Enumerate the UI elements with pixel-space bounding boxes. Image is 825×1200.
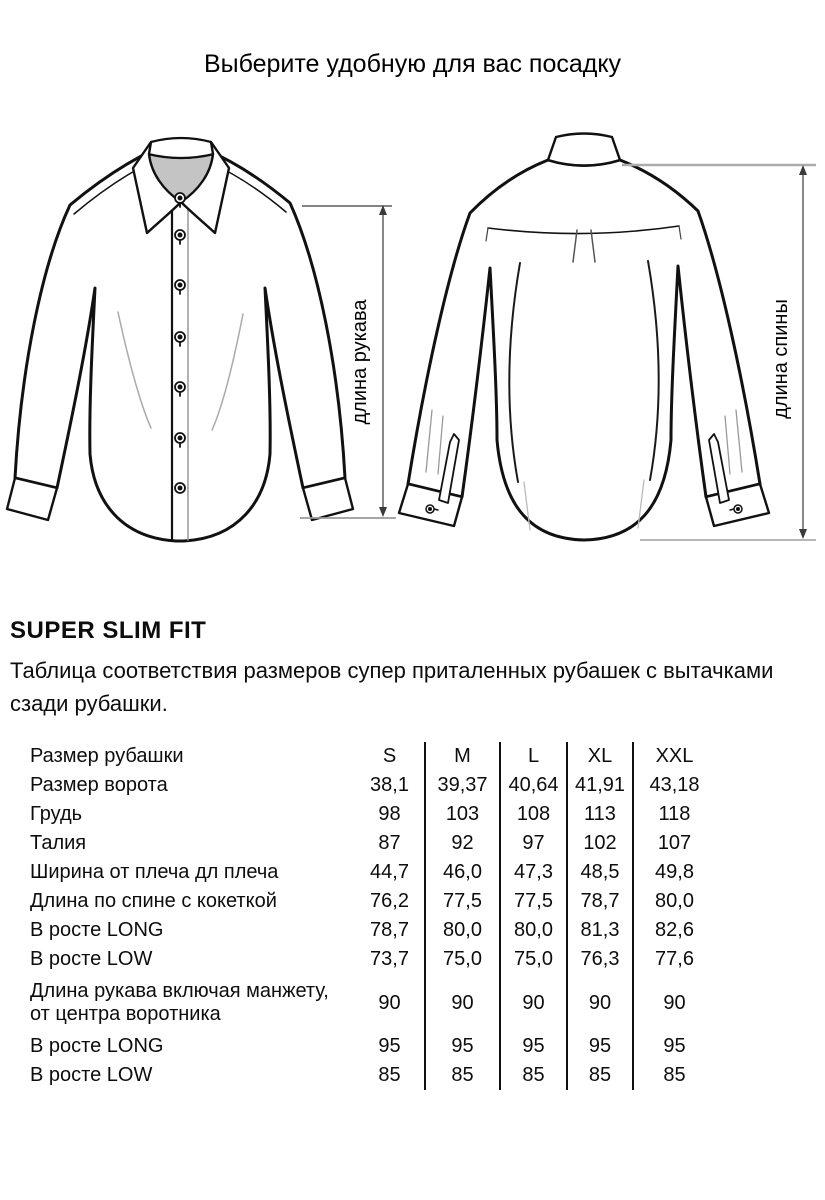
row-label: Размер рубашки: [30, 745, 184, 767]
table-row: [30, 1061, 715, 1090]
back-arrowhead-up: [799, 165, 807, 175]
cell-value: 90: [378, 991, 401, 1014]
row-label: Длина по спине с кокеткой: [30, 890, 277, 912]
cell-value: 82,6: [633, 916, 715, 945]
cell-value: 108: [500, 800, 567, 829]
cell-value: 87: [378, 832, 401, 854]
back-shirt-figure: [399, 134, 769, 541]
table-row: [30, 771, 715, 800]
cell-value: 77,5: [425, 887, 500, 916]
cell-value: 85: [378, 1064, 401, 1086]
cell-value: 41,91: [567, 771, 633, 800]
row-label: Грудь: [30, 803, 83, 825]
cell-value: 102: [567, 829, 633, 858]
collar-band: [148, 138, 214, 158]
front-shirt-figure: [7, 138, 353, 541]
shirt-diagrams: [0, 110, 825, 580]
row-label: В росте LONG: [30, 919, 164, 941]
shirt-diagrams-svg: [0, 110, 825, 580]
cell-value: 85: [500, 1061, 567, 1090]
cell-value: 95: [633, 1032, 715, 1061]
cell-value: 78,7: [370, 919, 409, 941]
cell-value: 97: [500, 829, 567, 858]
cell-value: 85: [633, 1061, 715, 1090]
size-col-l: L: [500, 742, 567, 771]
cell-value: 75,0: [425, 945, 500, 974]
fit-description-line1: Таблица соответствия размеров супер приталенных рубашек с вытачками: [10, 658, 774, 683]
table-row: [30, 800, 715, 829]
cell-value: 48,5: [567, 858, 633, 887]
row-label: Талия: [30, 832, 87, 854]
sleeve-length-label: длина рукава: [349, 299, 371, 425]
cell-value: 40,64: [500, 771, 567, 800]
cell-value: 47,3: [500, 858, 567, 887]
fit-description-line2: сзади рубашки.: [10, 691, 168, 716]
back-arrowhead-down: [799, 529, 807, 539]
table-row: [30, 858, 715, 887]
row-label-line1: Длина рукава включая манжету,: [30, 980, 329, 1002]
cell-value: 90: [633, 974, 715, 1032]
cell-value: 85: [567, 1061, 633, 1090]
cell-value: 92: [425, 829, 500, 858]
cell-value: 46,0: [425, 858, 500, 887]
cell-value: 85: [425, 1061, 500, 1090]
cell-value: 90: [425, 974, 500, 1032]
row-label-line2: от центра воротника: [30, 1003, 221, 1025]
cell-value: 76,3: [567, 945, 633, 974]
page-title: Выберите удобную для вас посадку: [203, 50, 622, 78]
size-col-s: S: [382, 745, 397, 767]
fit-description: [10, 654, 810, 720]
back-collar-stand: [548, 134, 620, 166]
cell-value: 43,18: [633, 771, 715, 800]
table-row: [30, 945, 715, 974]
back-shirt-body: [408, 160, 760, 540]
cell-value: 73,7: [370, 948, 409, 970]
cell-value: 81,3: [567, 916, 633, 945]
cell-value: 38,1: [370, 774, 409, 796]
cell-value: 80,0: [425, 916, 500, 945]
cell-value: 90: [500, 974, 567, 1032]
size-col-xl: XL: [567, 742, 633, 771]
sleeve-arrowhead-down: [379, 507, 387, 517]
fit-heading: SUPER SLIM FIT: [10, 617, 207, 644]
cell-value: 95: [500, 1032, 567, 1061]
cell-value: 98: [378, 803, 401, 825]
size-table: [30, 742, 715, 1090]
row-label: [30, 974, 355, 1032]
cell-value: 90: [567, 974, 633, 1032]
cell-value: 95: [425, 1032, 500, 1061]
back-length-label: длина спины: [770, 299, 792, 419]
cell-value: 107: [633, 829, 715, 858]
cell-value: 113: [567, 800, 633, 829]
cell-value: 95: [378, 1035, 401, 1057]
cell-value: 118: [633, 800, 715, 829]
table-row: [30, 887, 715, 916]
cell-value: 78,7: [567, 887, 633, 916]
table-header-row: [30, 742, 715, 771]
row-label: В росте LONG: [30, 1035, 164, 1057]
size-col-xxl: XXL: [633, 742, 715, 771]
cell-value: 76,2: [370, 890, 409, 912]
cell-value: 39,37: [425, 771, 500, 800]
table-row: [30, 1032, 715, 1061]
cell-value: 44,7: [370, 861, 409, 883]
cell-value: 77,6: [633, 945, 715, 974]
row-label: Размер ворота: [30, 774, 168, 796]
cell-value: 95: [567, 1032, 633, 1061]
row-label: В росте LOW: [30, 948, 153, 970]
cell-value: 80,0: [633, 887, 715, 916]
table-row: [30, 916, 715, 945]
table-row: [30, 974, 715, 1032]
cell-value: 80,0: [500, 916, 567, 945]
cell-value: 77,5: [500, 887, 567, 916]
row-label: В росте LOW: [30, 1064, 153, 1086]
row-label: Ширина от плеча дл плеча: [30, 861, 279, 883]
cell-value: 49,8: [633, 858, 715, 887]
cell-value: 75,0: [500, 945, 567, 974]
cell-value: 103: [425, 800, 500, 829]
table-row: [30, 829, 715, 858]
size-col-m: M: [425, 742, 500, 771]
